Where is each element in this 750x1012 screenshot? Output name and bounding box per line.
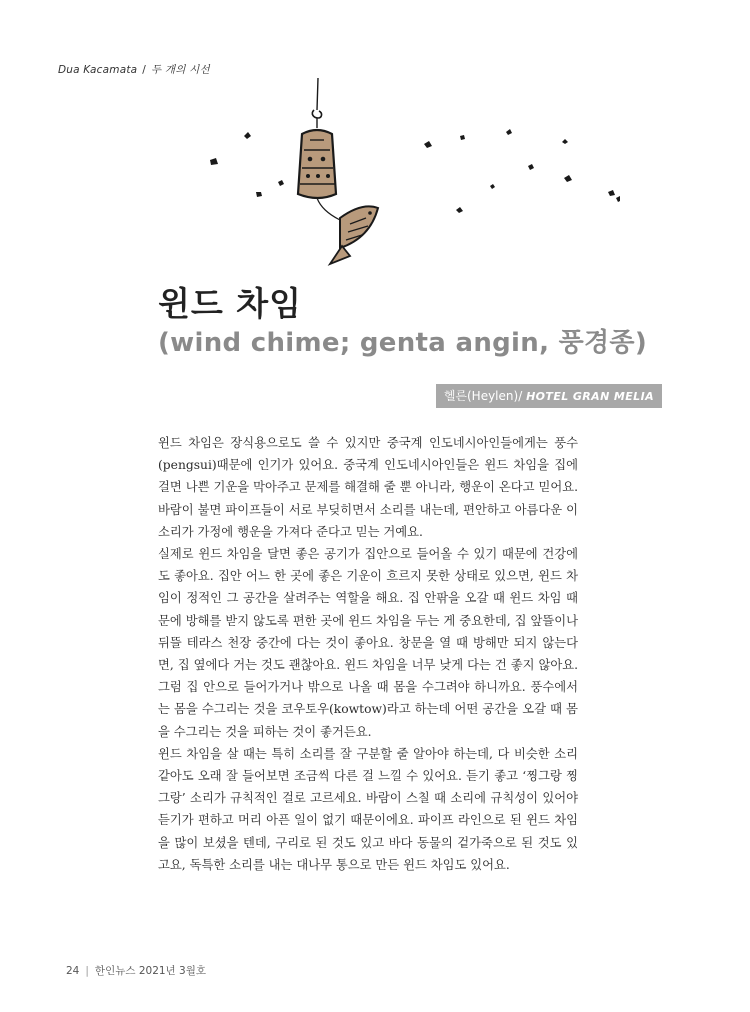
- author-byline: [436, 384, 662, 408]
- body-paragraph-3: 윈드 차임을 살 때는 특히 소리를 잘 구분할 줄 알아야 하는데, 다 비슷한 소리 같아도 오래 잘 들어보면 조금씩 다른 걸 느낄 수 있어요. 듣기 좋고 ‘찡그랑 찡그랑’ 소리가 규칙적인 걸로 고르세요. 바람이 스칠 때 소리에 규칙성이 있어야 듣기가 편하고 머리 아픈 일이 없기 때문이에요. 파이프 라인으로 된 윈드 차임을 많이 보셨을 텐데, 구리로 된 것도 있고 바다 동물의 겉가죽으로 된 것도 있고요, 독특한 소리를 내는 대나무 통으로 만든 윈드 차임도 있어요.: [158, 746, 578, 872]
- running-header: [58, 62, 210, 77]
- footer-divider: |: [85, 965, 89, 977]
- wind-chime-illustration: [190, 78, 620, 278]
- wind-chime-bell-icon: [298, 130, 336, 198]
- body-paragraph-1: 윈드 차임은 장식용으로도 쓸 수 있지만 중국계 인도네시아인들에게는 풍수(pengsui)때문에 인기가 있어요. 중국계 인도네시아인들은 윈드 차임을 집에 걸면 나쁜 기운을 막아주고 문제를 해결해 줄 뿐 아니라, 행운이 온다고 믿어요. 바람이 불면 파이프들이 서로 부딪히면서 소리를 내는데, 편안하고 아름다운 이 소리가 가정에 행운을 가져다 준다고 믿는 거예요.: [158, 436, 578, 539]
- publication-name: 한인뉴스 2021년 3월호: [94, 965, 206, 977]
- article-body: [158, 432, 578, 876]
- header-series: Dua Kacamata: [58, 64, 138, 76]
- header-section: 두 개의 시선: [151, 64, 210, 76]
- page-number: 24: [66, 965, 80, 977]
- body-paragraph-2: 실제로 윈드 차임을 달면 좋은 공기가 집안으로 들어올 수 있기 때문에 건강에도 좋아요. 집안 어느 한 곳에 좋은 기운이 흐르지 못한 상태로 있으면, 윈드 차임이 정적인 그 공간을 살려주는 역할을 해요. 집 안팎을 오갈 때 윈드 차임 때문에 방해를 받지 않도록 편한 곳에 윈드 차임을 두는 게 중요한데, 집 앞뜰이나 뒤뜰 테라스 천장 중간에 다는 것이 좋아요. 창문을 열 때 방해만 되지 않는다면, 집 옆에다 거는 것도 괜찮아요. 윈드 차임을 너무 낮게 다는 건 좋지 않아요. 그럼 집 안으로 들어가거나 밖으로 나올 때 몸을 수그려야 하니까요. 풍수에서는 몸을 수그리는 것을 코우토우(kowtow)라고 하는데 어떤 공간을 오갈 때 몸을 수그리는 것을 피하는 것이 좋거든요.: [158, 547, 578, 739]
- page-footer: [66, 963, 206, 978]
- author-affiliation: HOTEL GRAN MELIA: [526, 390, 654, 403]
- article-subtitle: (wind chime; genta angin, 풍경종): [158, 328, 648, 358]
- header-separator: /: [142, 64, 147, 76]
- falling-leaf-icon: [210, 129, 620, 213]
- author-name: 헬른(Heylen)/: [443, 389, 523, 403]
- article-title: 윈드 차임: [158, 284, 303, 323]
- fish-pendant-icon: [330, 206, 378, 264]
- hook-icon: [312, 110, 321, 118]
